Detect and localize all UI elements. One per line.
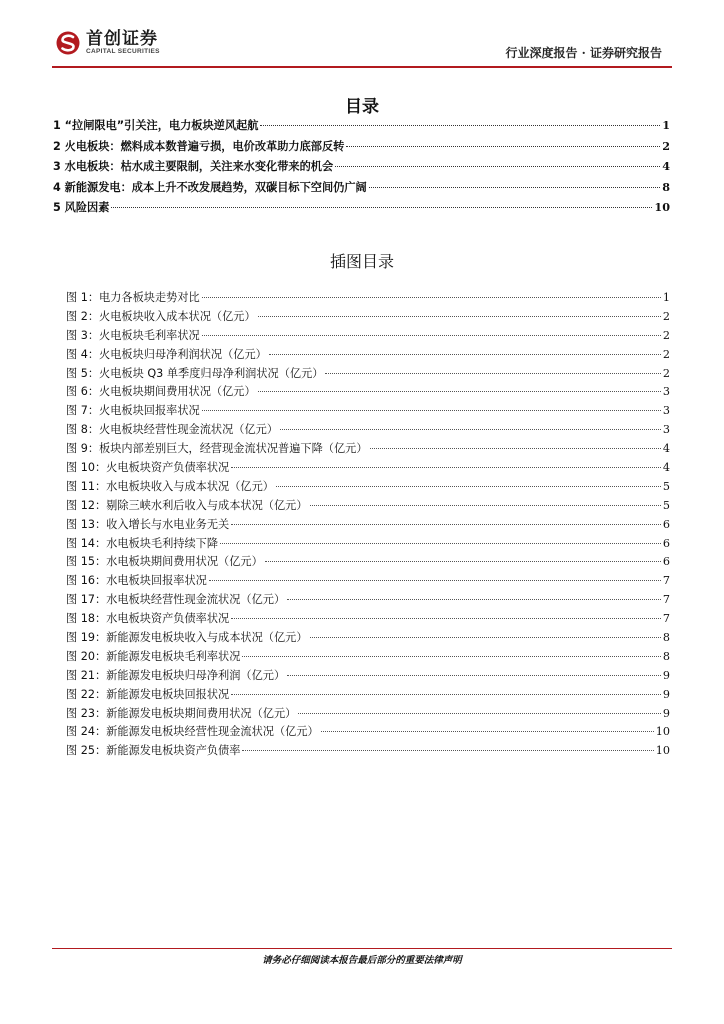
figure-entry[interactable] — [66, 516, 670, 535]
figure-entry-page-number: 9 — [662, 668, 670, 682]
toc-entry[interactable] — [53, 138, 670, 159]
dot-leader — [202, 410, 661, 411]
dot-leader — [370, 448, 661, 449]
figure-entry[interactable] — [66, 610, 670, 629]
figure-entry-label: 图 6：火电板块期间费用状况（亿元） — [66, 385, 256, 399]
figure-entry[interactable] — [66, 535, 670, 554]
figure-entry-page-number: 2 — [662, 309, 670, 323]
figure-entry-label: 图 19：新能源发电板块收入与成本状况（亿元） — [66, 631, 308, 645]
figure-entry-page-number: 3 — [662, 423, 670, 437]
toc-entry-page-number: 10 — [654, 200, 670, 214]
figure-entry-label: 图 2：火电板块收入成本状况（亿元） — [66, 309, 256, 323]
dot-leader — [346, 146, 660, 147]
figure-entry[interactable] — [66, 723, 670, 742]
figure-entry[interactable] — [66, 572, 670, 591]
figure-entry-label: 图 3：火电板块毛利率状况 — [66, 328, 200, 342]
figure-entry[interactable] — [66, 742, 670, 761]
figure-entry-label: 图 11：水电板块收入与成本状况（亿元） — [66, 479, 274, 493]
page-header — [0, 0, 724, 70]
toc-entry-page-number: 4 — [662, 159, 670, 173]
dot-leader — [335, 166, 660, 167]
figure-entry-page-number: 3 — [662, 385, 670, 399]
dot-leader — [242, 750, 653, 751]
figure-entry-label: 图 1：电力各板块走势对比 — [66, 291, 200, 304]
figure-entry[interactable] — [66, 421, 670, 440]
figure-entry-page-number: 2 — [662, 328, 670, 342]
figure-entry-label: 图 23：新能源发电板块期间费用状况（亿元） — [66, 706, 297, 720]
figure-entry-label: 图 13：收入增长与水电业务无关 — [66, 517, 230, 531]
figure-entry-page-number: 3 — [662, 404, 670, 418]
dot-leader — [231, 467, 661, 468]
figure-entry[interactable] — [66, 383, 670, 402]
dot-leader — [298, 713, 661, 714]
toc-title: 目录 — [345, 97, 379, 117]
dot-leader — [258, 391, 661, 392]
dot-leader — [287, 675, 661, 676]
figure-entry-page-number: 2 — [662, 366, 670, 380]
figure-entry-label: 图 17：水电板块经营性现金流状况（亿元） — [66, 593, 286, 607]
capital-securities-logo-icon — [56, 30, 80, 56]
figure-index-title: 插图目录 — [329, 252, 394, 271]
figure-entry-label: 图 4：火电板块归母净利润状况（亿元） — [66, 347, 267, 361]
figure-entry[interactable] — [66, 365, 670, 384]
figure-entry[interactable] — [66, 327, 670, 346]
toc-entry-label: 5 风险因素 — [53, 201, 110, 214]
figure-entry-label: 图 10：火电板块资产负债率状况 — [66, 461, 230, 475]
figure-entry[interactable] — [66, 497, 670, 516]
figure-entry-page-number: 7 — [662, 593, 670, 607]
toc-entry-label: 3 水电板块：枯水成主要限制，关注来水变化带来的机会 — [53, 160, 334, 173]
figure-entry[interactable] — [66, 346, 670, 365]
logo-chinese-name: 首创证券 — [86, 29, 158, 49]
figure-entry-page-number: 6 — [662, 536, 670, 550]
dot-leader — [325, 373, 660, 374]
toc-entry-label: 2 火电板块：燃料成本数普遍亏损，电价改革助力底部反转 — [53, 139, 345, 153]
figure-entry[interactable] — [66, 629, 670, 648]
toc-entry-label: 4 新能源发电：成本上升不改发展趋势，双碳目标下空间仍广阔 — [53, 180, 367, 194]
toc-entry[interactable] — [53, 117, 670, 138]
figure-entry-page-number: 8 — [662, 631, 670, 645]
header-divider — [52, 66, 672, 68]
company-logo — [56, 30, 160, 56]
toc-entry[interactable] — [53, 199, 670, 220]
dot-leader — [276, 486, 661, 487]
dot-leader — [265, 561, 661, 562]
figure-entry[interactable] — [66, 591, 670, 610]
figure-entry-page-number: 9 — [662, 706, 670, 720]
figure-entry-page-number: 5 — [662, 498, 670, 512]
dot-leader — [260, 125, 660, 126]
dot-leader — [209, 580, 661, 581]
dot-leader — [231, 694, 661, 695]
figure-entry-page-number: 7 — [662, 574, 670, 588]
figure-entry-page-number: 5 — [662, 479, 670, 493]
figure-entry-page-number: 10 — [655, 744, 670, 758]
logo-english-name: CAPITAL SECURITIES — [86, 48, 160, 55]
figure-entry-label: 图 9：板块内部差别巨大，经营现金流状况普遍下降（亿元） — [66, 442, 368, 456]
dot-leader — [220, 543, 661, 544]
figure-entry-page-number: 10 — [655, 725, 670, 739]
figure-entry[interactable] — [66, 553, 670, 572]
figure-entry[interactable] — [66, 459, 670, 478]
dot-leader — [202, 335, 661, 336]
figure-entry[interactable] — [66, 478, 670, 497]
figure-entry-page-number: 7 — [662, 612, 670, 626]
figure-entry-label: 图 25：新能源发电板块资产负债率 — [66, 744, 241, 758]
figure-entry-label: 图 16：水电板块回报率状况 — [66, 574, 207, 588]
figure-entry-label: 图 21：新能源发电板块归母净利润（亿元） — [66, 668, 286, 682]
figure-entry[interactable] — [66, 686, 670, 705]
figure-entry-page-number: 4 — [662, 442, 670, 456]
toc-entry-page-number: 8 — [662, 179, 670, 194]
dot-leader — [287, 599, 661, 600]
dot-leader — [111, 207, 652, 208]
figure-entry-label: 图 7：火电板块回报率状况 — [66, 404, 200, 418]
dot-leader — [242, 656, 660, 657]
figure-entry[interactable] — [66, 308, 670, 327]
figure-entry-page-number: 8 — [662, 649, 670, 663]
dot-leader — [258, 316, 661, 317]
dot-leader — [231, 524, 661, 525]
table-of-contents — [53, 117, 670, 220]
toc-entry-label: 1 “拉闸限电”引关注，电力板块逆风起航 — [53, 119, 259, 132]
figure-entry[interactable] — [66, 667, 670, 686]
figure-entry[interactable] — [66, 440, 670, 459]
dot-leader — [310, 637, 661, 638]
figure-entry-label: 图 18：水电板块资产负债率状况 — [66, 612, 230, 626]
dot-leader — [310, 505, 661, 506]
figure-entry-label: 图 5：火电板块 Q3 单季度归母净利润状况（亿元） — [66, 366, 324, 380]
figure-entry[interactable] — [66, 648, 670, 667]
figure-entry-page-number: 4 — [662, 461, 670, 475]
figure-entry-page-number: 9 — [662, 687, 670, 701]
figure-index — [66, 289, 670, 761]
figure-entry-label: 图 14：水电板块毛利持续下降 — [66, 536, 219, 550]
figure-entry-label: 图 20：新能源发电板块毛利率状况 — [66, 649, 241, 663]
footer-divider — [52, 948, 672, 949]
figure-entry-page-number: 6 — [662, 555, 670, 569]
dot-leader — [231, 618, 661, 619]
figure-entry-page-number: 2 — [662, 347, 670, 361]
dot-leader — [269, 354, 661, 355]
dot-leader — [369, 187, 660, 188]
toc-entry-page-number: 2 — [662, 138, 670, 153]
toc-entry-page-number: 1 — [662, 118, 670, 132]
toc-entry[interactable] — [53, 158, 670, 179]
figure-entry[interactable] — [66, 705, 670, 724]
figure-entry[interactable] — [66, 402, 670, 421]
figure-entry-label: 图 8：火电板块经营性现金流状况（亿元） — [66, 423, 279, 437]
dot-leader — [280, 429, 661, 430]
figure-entry-label: 图 12：剔除三峡水利后收入与成本状况（亿元） — [66, 498, 308, 512]
figure-entry[interactable] — [66, 289, 670, 308]
figure-entry-label: 图 24：新能源发电板块经营性现金流状况（亿元） — [66, 725, 319, 739]
toc-entry[interactable] — [53, 179, 670, 200]
report-type-label: 行业深度报告 · 证券研究报告 — [505, 46, 662, 60]
figure-entry-page-number: 6 — [662, 517, 670, 531]
legal-disclaimer: 请务必仔细阅读本报告最后部分的重要法律声明 — [262, 955, 462, 966]
dot-leader — [202, 297, 661, 298]
dot-leader — [321, 731, 654, 732]
figure-entry-label: 图 15：水电板块期间费用状况（亿元） — [66, 555, 263, 569]
figure-entry-label: 图 22：新能源发电板块回报状况 — [66, 687, 230, 701]
figure-entry-page-number: 1 — [662, 291, 670, 304]
